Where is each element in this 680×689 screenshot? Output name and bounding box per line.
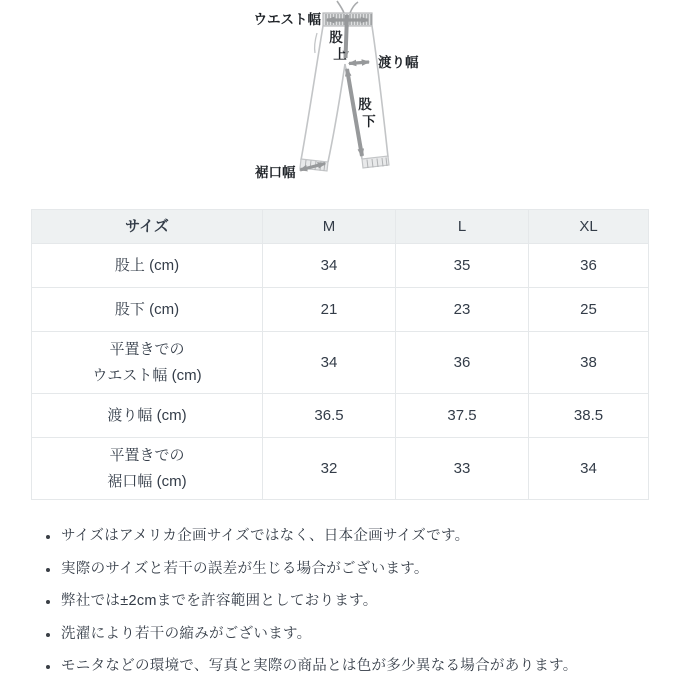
bullet-dot [46,633,50,637]
table-row-rise [32,244,649,288]
drawstring-right [350,2,358,13]
note-text: 実際のサイズと若干の誤差が生じる場合がございます。 [61,560,429,577]
value-cell-m: 32 [263,438,396,500]
value-cell-l: 36 [396,332,529,394]
header-cell-size: サイズ [32,210,263,244]
value-cell-l: 33 [396,438,529,500]
value-cell-l: 23 [396,288,529,332]
header-row [32,210,649,244]
drawstring-left [337,1,344,13]
table-row-hem-width [32,438,649,500]
thigh-width-label: 渡り幅 [378,55,419,70]
note-text: サイズはアメリカ企画サイズではなく、日本企画サイズです。 [61,528,470,544]
row-label-cell [32,394,263,438]
header-cell-l: L [396,210,529,244]
table-row-waist-width [32,332,649,394]
bullet-dot [46,665,50,669]
size-table-container [31,209,648,500]
thigh-width-arrow [349,62,369,64]
value-cell-xl: 36 [529,244,649,288]
pants-outline-right-outer [372,26,388,157]
value-cell-m: 34 [263,244,396,288]
table-row-thigh-width [32,394,649,438]
right-hem-band [362,156,389,168]
pocket-line [315,33,317,53]
value-cell-m: 21 [263,288,396,332]
inseam-label-bottom: 下 [362,114,376,129]
value-cell-l: 35 [396,244,529,288]
note-text: 弊社では±2cmまでを許容範囲としております。 [61,593,378,609]
row-label-line2: ウエスト幅 (cm) [92,366,202,384]
row-label-line1: 股上 (cm) [114,256,180,274]
header-cell-xl: XL [529,210,649,244]
notes-list [46,526,656,689]
waist-width-label: ウエスト幅 [253,12,321,27]
rise-label-top: 股 [329,30,343,45]
note-text: モニタなどの環境で、写真と実際の商品とは色が多少異なる場合があります。 [61,658,578,674]
row-label-line1: 平置きでの [109,446,185,464]
row-label-cell [32,438,263,500]
value-cell-xl: 38 [529,332,649,394]
row-label-cell [32,332,263,394]
note-text: 洗濯により若干の縮みがございます。 [61,625,312,642]
hem-width-label: 裾口幅 [255,165,296,180]
note-item [46,559,656,580]
value-cell-xl: 38.5 [529,394,649,438]
pants-measurement-diagram [225,0,475,196]
inseam-label-top: 股 [358,97,372,112]
row-label-line2: 裾口幅 (cm) [107,472,187,490]
value-cell-xl: 34 [529,438,649,500]
note-item [46,591,656,612]
row-label-cell [32,244,263,288]
row-label-line1: 股下 (cm) [114,300,180,318]
header-cell-m: M [263,210,396,244]
value-cell-m: 36.5 [263,394,396,438]
pants-outline-left-outer [301,26,323,160]
note-item [46,526,656,547]
bullet-dot [46,535,50,539]
value-cell-m: 34 [263,332,396,394]
rise-label-bottom: 上 [333,47,347,62]
row-label-cell [32,288,263,332]
table-row-inseam [32,288,649,332]
note-item [46,624,656,645]
row-label-line1: 平置きでの [109,340,185,358]
pants-outline-left-inner [328,64,345,162]
row-label-line1: 渡り幅 (cm) [107,406,187,424]
bullet-dot [46,600,50,604]
inseam-arrow [347,69,362,156]
value-cell-xl: 25 [529,288,649,332]
value-cell-l: 37.5 [396,394,529,438]
bullet-dot [46,568,50,572]
size-table [31,209,649,500]
note-item [46,656,656,677]
